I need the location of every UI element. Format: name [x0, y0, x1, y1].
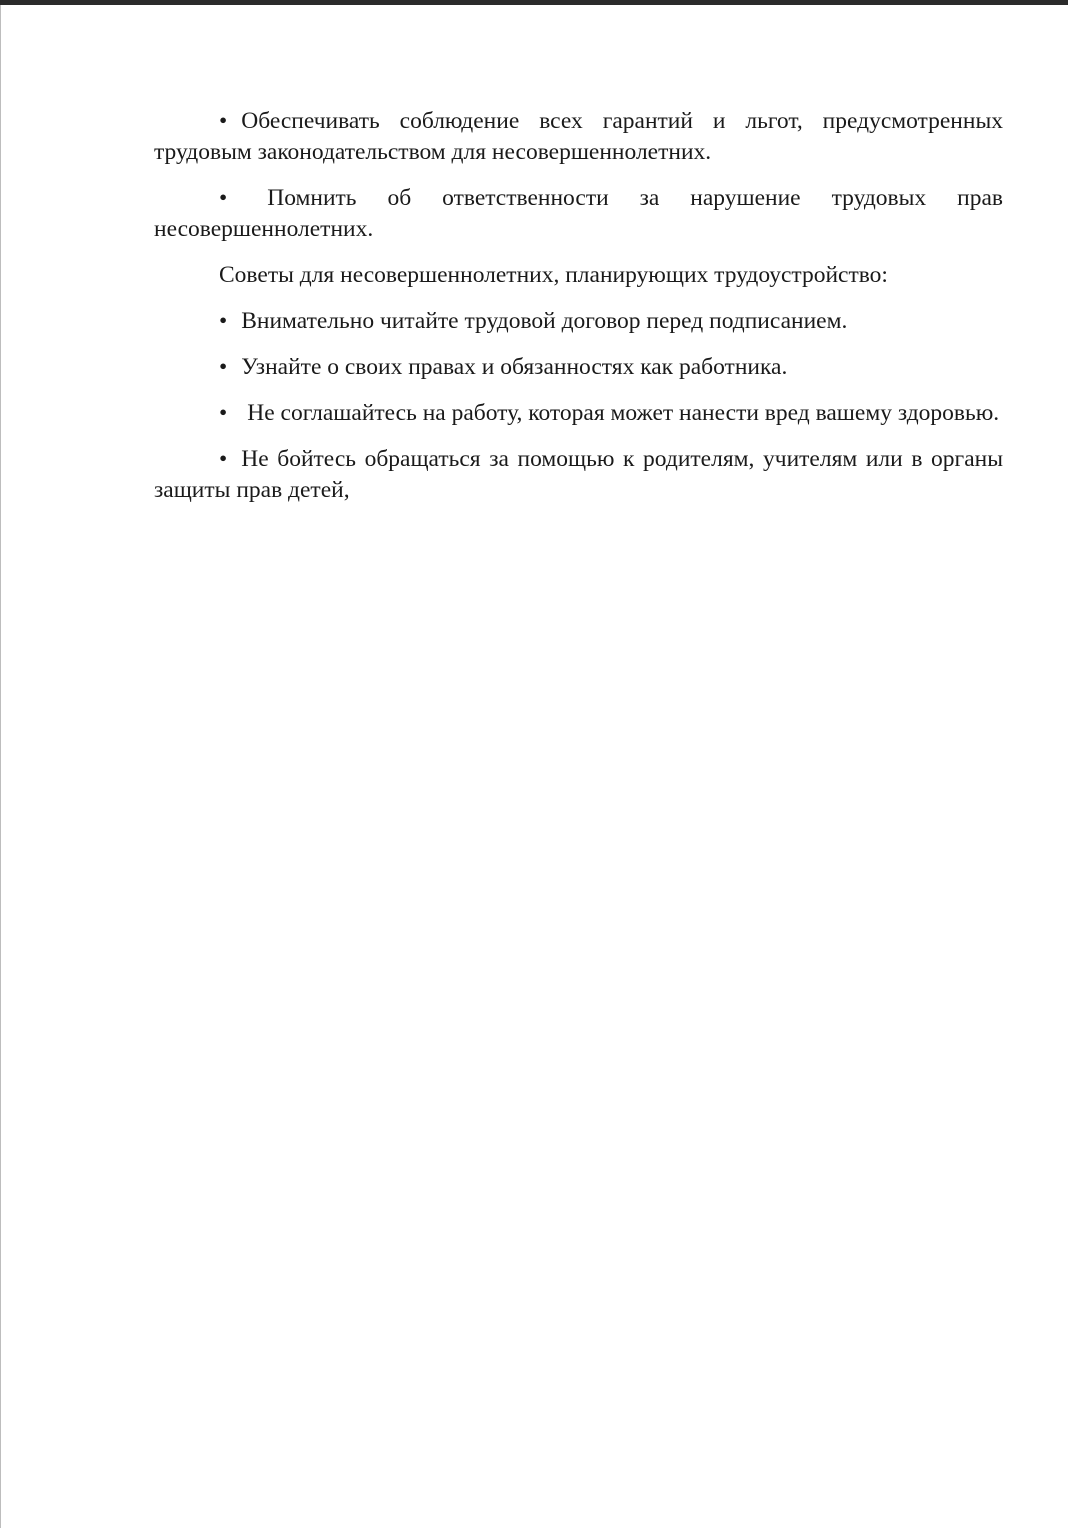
paragraph-text: Не соглашайтесь на работу, которая может нанести вред вашему здоровью.	[247, 400, 1000, 426]
list-item	[154, 306, 1003, 337]
paragraph-text: Не бойтесь обращаться за помощью к родителям, учителям или в органы защиты прав детей,	[154, 446, 1003, 503]
document-page	[154, 106, 1003, 521]
list-item	[154, 444, 1003, 506]
page-left-border	[0, 5, 1, 1528]
list-item	[154, 106, 1003, 168]
viewer-top-bar	[0, 0, 1068, 5]
paragraph-text: Внимательно читайте трудовой договор перед подписанием.	[241, 308, 848, 334]
paragraph-text: Советы для несовершеннолетних, планирующих трудоустройство:	[219, 262, 888, 288]
list-item	[154, 398, 1003, 429]
paragraph-text: Узнайте о своих правах и обязанностях как работника.	[241, 354, 788, 380]
section-heading	[154, 260, 1003, 291]
bullet-icon: •	[219, 108, 228, 134]
bullet-icon: •	[219, 400, 228, 426]
paragraph-text: Помнить об ответственности за нарушение трудовых прав несовершеннолетних.	[154, 185, 1003, 242]
bullet-icon: •	[219, 185, 228, 211]
bullet-icon: •	[219, 446, 228, 472]
list-item	[154, 352, 1003, 383]
paragraph-text: Обеспечивать соблюдение всех гарантий и льгот, предусмотренных трудовым законодательством для несовершеннолетних.	[154, 108, 1003, 165]
bullet-icon: •	[219, 354, 228, 380]
bullet-icon: •	[219, 308, 228, 334]
list-item	[154, 183, 1003, 245]
